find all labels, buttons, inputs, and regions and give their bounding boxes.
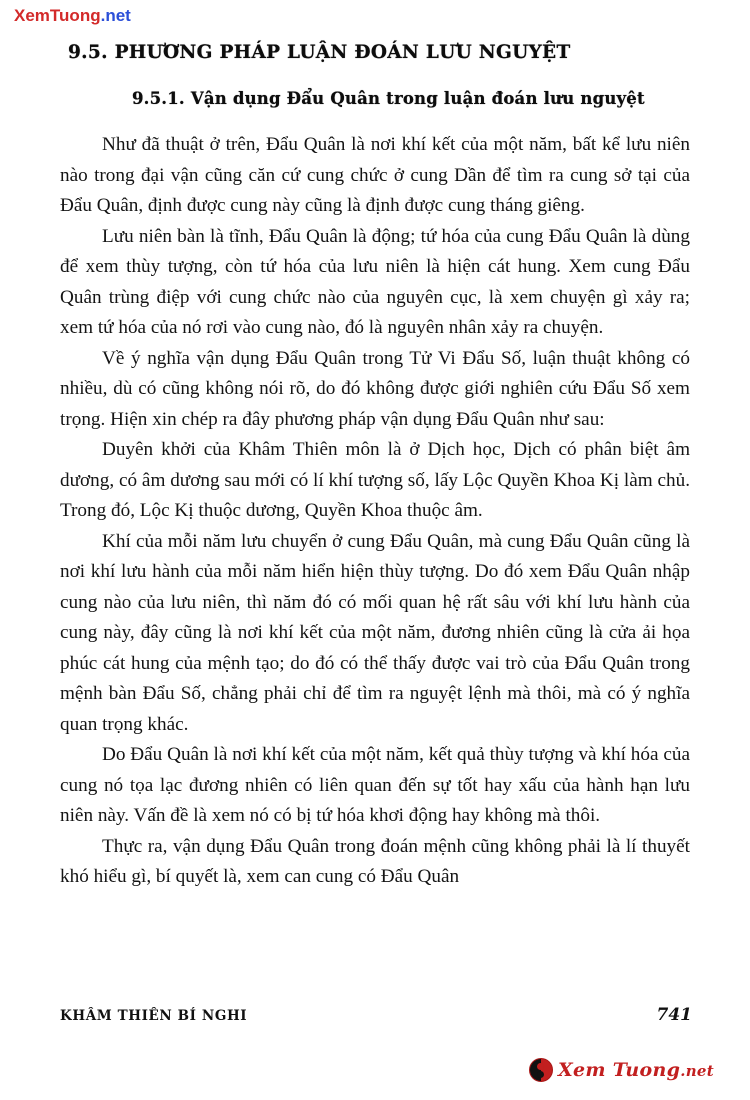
yin-yang-icon: [529, 1058, 553, 1082]
paragraph: Thực ra, vận dụng Đẩu Quân trong đoán mệnh cũng không phải là lí thuyết khó hiểu gì, bí quyết là, xem can cung có Đẩu Quân: [60, 835, 690, 887]
watermark-part-net: .net: [100, 6, 131, 25]
paragraph: Do Đẩu Quân là nơi khí kết của một năm, kết quả thùy tượng và khí hóa của cung nó tọa lạc đương nhiên có liên quan đến sự tốt hay xấu của hành hạn lưu niên này. Vấn đề là xem nó có bị tứ hóa khơi động hay không mà thôi.: [60, 744, 690, 826]
page-number: 741: [656, 1005, 692, 1025]
site-watermark-top: [14, 6, 131, 26]
paragraph: Duyên khởi của Khâm Thiên môn là ở Dịch học, Dịch có phân biệt âm dương, có âm dương sau mới có lí khí tượng số, lấy Lộc Quyền Khoa Kị làm chủ. Trong đó, Lộc Kị thuộc dương, Quyền Khoa thuộc âm.: [60, 439, 690, 521]
site-watermark-bottom: [529, 1058, 714, 1082]
paragraph: Khí của mỗi năm lưu chuyển ở cung Đẩu Quân, mà cung Đẩu Quân cũng là nơi khí lưu hành của mỗi năm hiển hiện thùy tượng. Do đó xem Đẩu Quân nhập cung nào của lưu niên, thì năm đó có mối quan hệ rất sâu với khí lưu hành của cung này, đây cũng là nơi khí kết của một năm, đương nhiên cũng là cửa ải họa phúc cát hung của mệnh tạo; do đó có thể thấy được vai trò của Đẩu Quân trong mệnh bàn Đẩu Số, chẳng phải chỉ để tìm ra nguyệt lệnh mà thôi, mà có ý nghĩa quan trọng khác.: [60, 530, 690, 735]
watermark-logo-text: [558, 1059, 714, 1081]
watermark-logo-name: Xem Tuong: [557, 1059, 681, 1081]
paragraph: Như đã thuật ở trên, Đẩu Quân là nơi khí kết của một năm, bất kể lưu niên nào trong đại vận cũng căn cứ cung chức ở cung Dần để tìm ra cung sở tại của Đẩu Quân, định được cung này cũng là định được cung tháng giêng.: [60, 134, 690, 216]
watermark-part-xem: Xem: [14, 6, 50, 25]
paragraph: Về ý nghĩa vận dụng Đẩu Quân trong Tử Vi Đẩu Số, luận thuật không có nhiều, dù có cũng không nói rõ, do đó không được giới nghiên cứu Đẩu Số xem trọng. Hiện xin chép ra đây phương pháp vận dụng Đẩu Quân như sau:: [60, 347, 690, 430]
body-text: [60, 130, 690, 893]
paragraph: Lưu niên bàn là tĩnh, Đẩu Quân là động; tứ hóa của cung Đẩu Quân là dùng để xem thùy tượng, còn tứ hóa của lưu niên là hiện cát hung. Xem cung Đẩu Quân trùng điệp với cung chức nào của nguyên cục, là xem chuyện gì xảy ra; xem tứ hóa của nó rơi vào cung nào, đó là nguyên nhân xảy ra chuyện.: [60, 225, 690, 338]
watermark-part-tuong: Tuong: [49, 6, 101, 25]
subsection-heading: 9.5.1. Vận dụng Đẩu Quân trong luận đoán lưu nguyệt: [132, 89, 645, 108]
watermark-logo-suffix: .net: [680, 1062, 714, 1080]
page-title: 9.5. PHƯƠNG PHÁP LUẬN ĐOÁN LƯU NGUYỆT: [68, 42, 571, 63]
page-content: [60, 34, 690, 1024]
page-footer: [60, 1005, 702, 1034]
footer-book-title: KHÂM THIÊN BÍ NGHI: [60, 1008, 248, 1024]
